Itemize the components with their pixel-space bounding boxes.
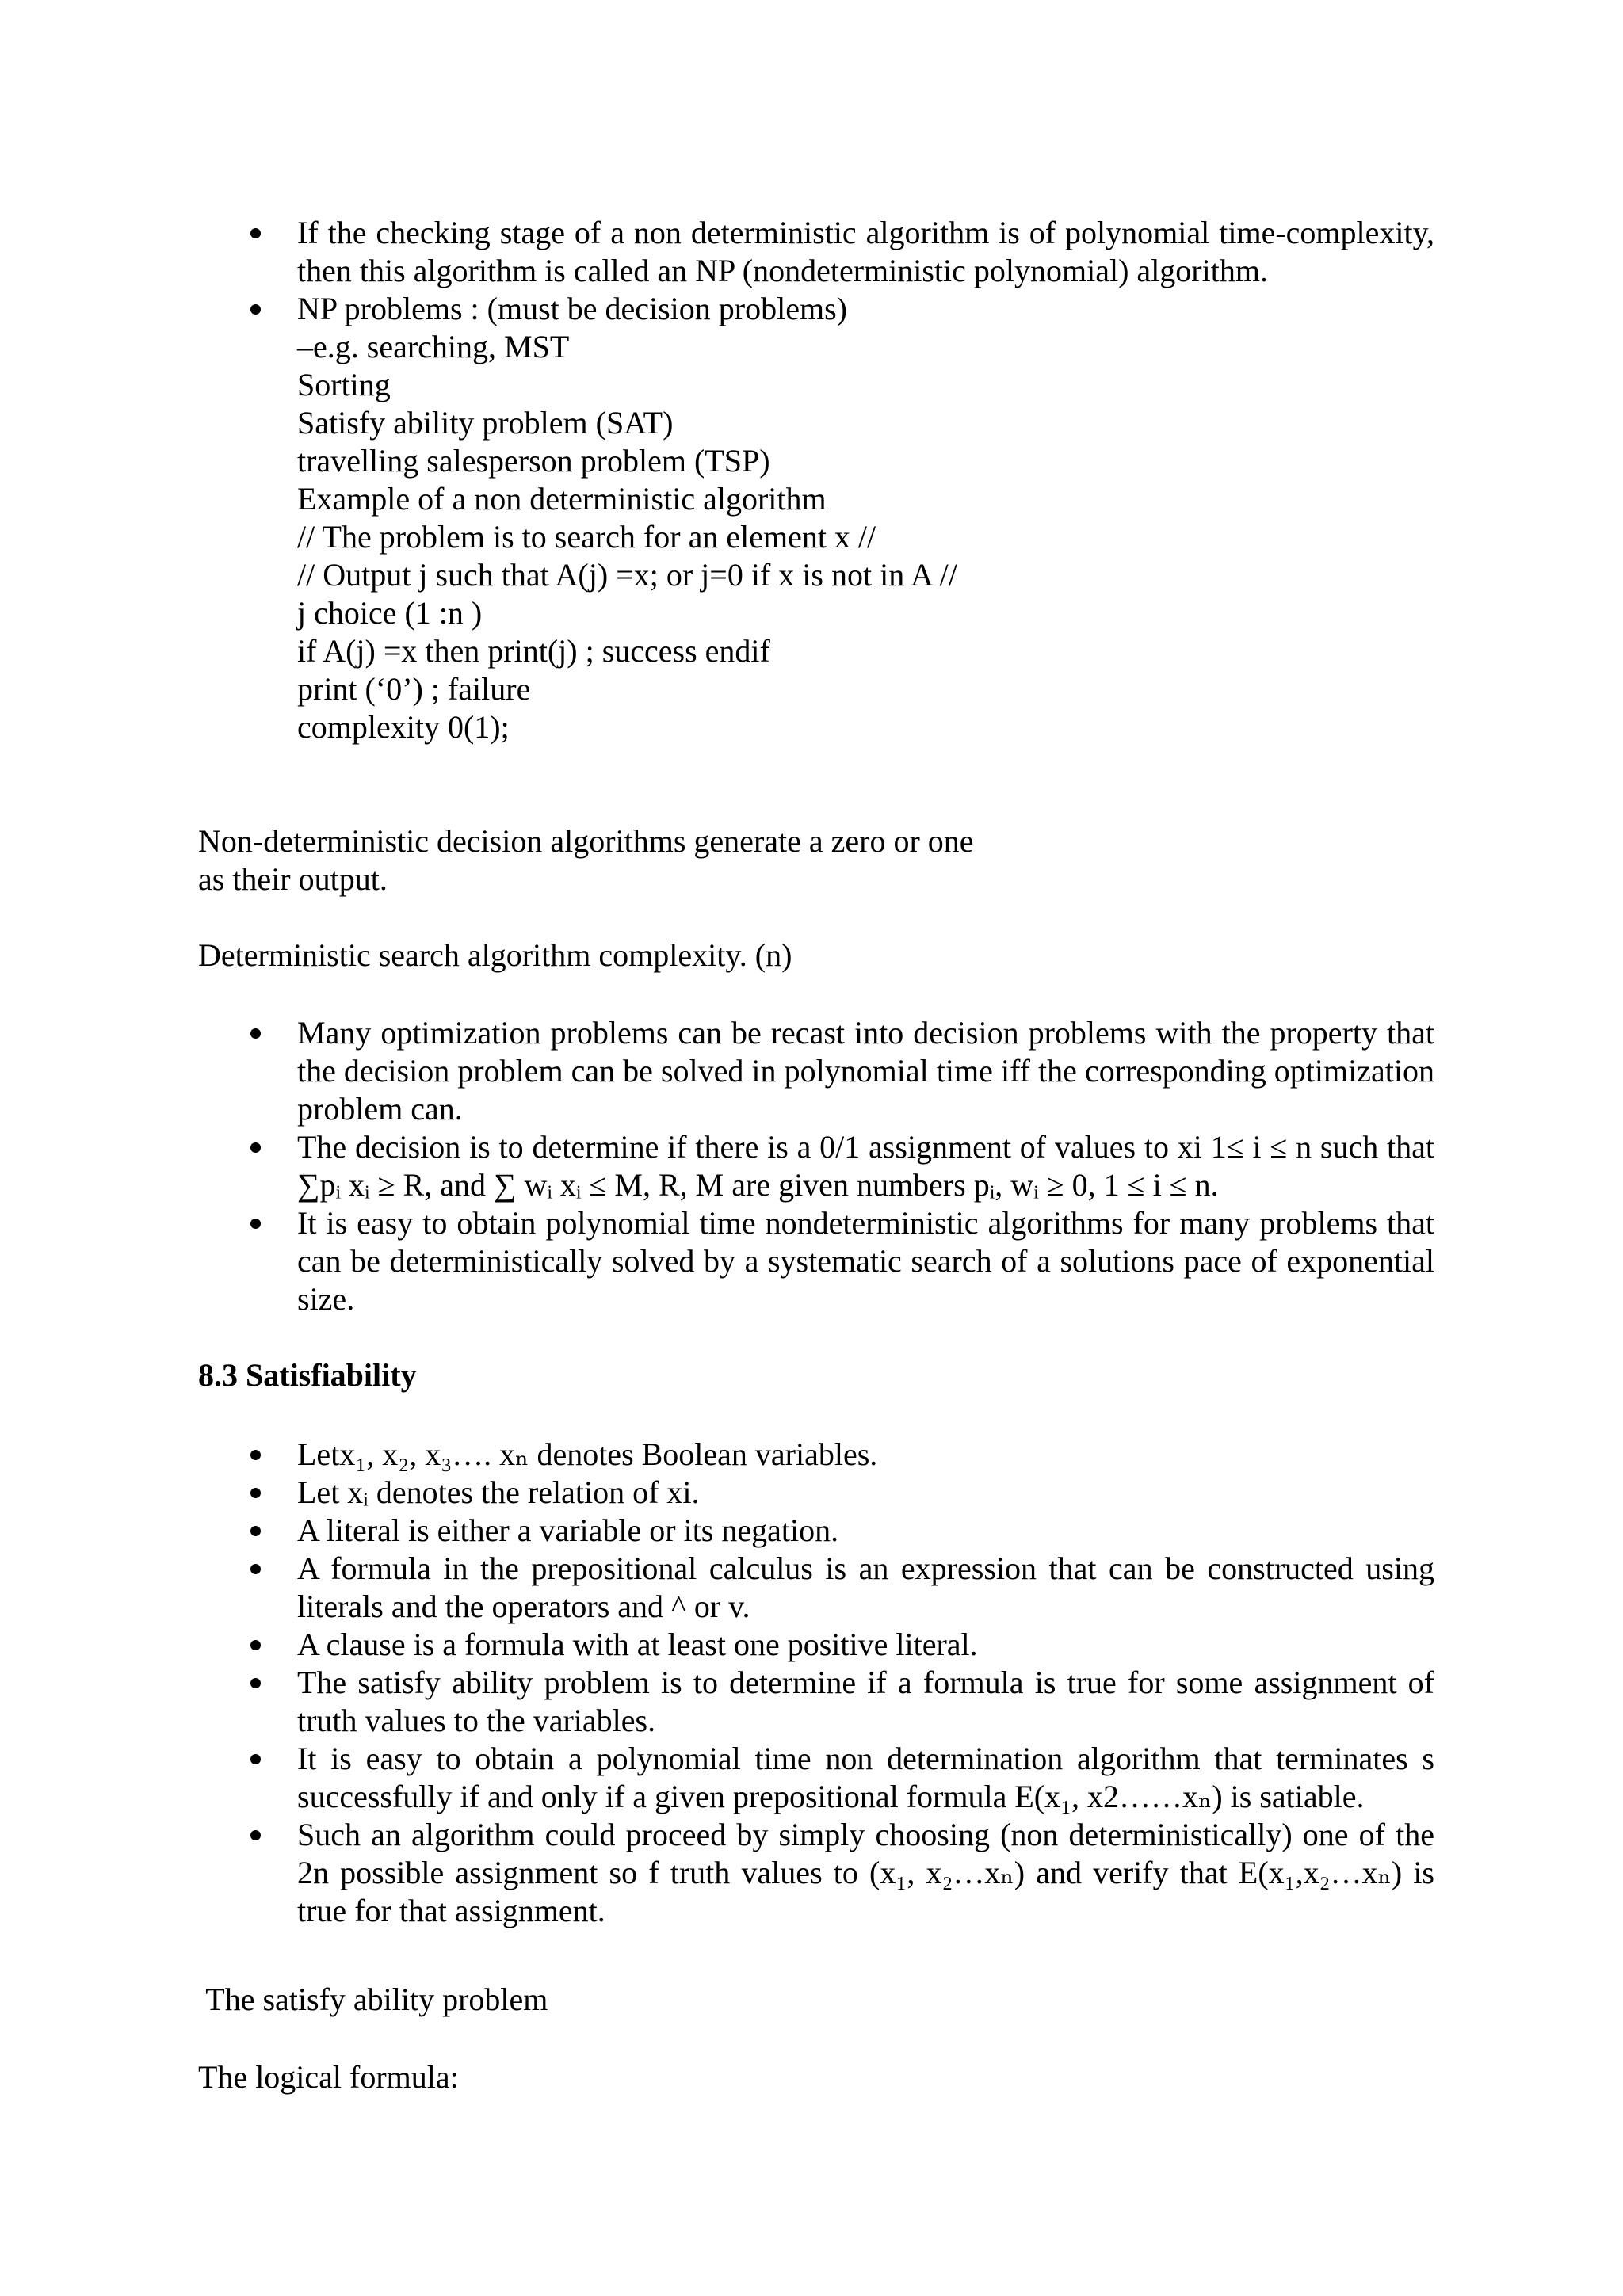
list-item-line: if A(j) =x then print(j) ; success endif [297, 633, 770, 669]
list-item-line: Satisfy ability problem (SAT) [297, 405, 674, 441]
list-item [198, 1816, 1434, 1930]
list-item-line: Sorting [297, 367, 391, 402]
list-item [198, 1436, 1434, 1474]
list-item-text: A literal is either a variable or its negation. [297, 1512, 839, 1548]
list-item-text: Many optimization problems can be recast into decision problems with the property that the decision problem can be solved in polynomial time iff the corresponding optimization problem can. [297, 1015, 1434, 1127]
np-definition-list [198, 214, 1434, 746]
list-item [198, 1474, 1434, 1512]
bullet-icon [250, 228, 261, 238]
list-item-line: // The problem is to search for an element x // [297, 519, 876, 555]
satisfiability-list [198, 1436, 1434, 1930]
list-item [198, 1204, 1434, 1318]
list-item-text: Letx₁, x₂, x₃…. xₙ denotes Boolean variables. [297, 1436, 878, 1472]
list-item [198, 1014, 1434, 1128]
paragraph-line: as their output. [198, 861, 388, 897]
list-item-line: –e.g. searching, MST [297, 329, 570, 364]
list-item-line: Example of a non deterministic algorithm [297, 481, 827, 517]
bullet-icon [250, 1488, 261, 1498]
list-item-text: A formula in the prepositional calculus is an expression that can be constructed using literals and the operators and ^ or v. [297, 1550, 1434, 1624]
list-item [198, 1626, 1434, 1664]
paragraph [198, 822, 1434, 898]
list-item-text: A clause is a formula with at least one positive literal. [297, 1627, 978, 1662]
bullet-icon [250, 1830, 261, 1840]
list-item-text: It is easy to obtain a polynomial time non determination algorithm that terminates s successfully if and only if a given prepositional formula E(x₁, x2……xₙ) is satiable. [297, 1741, 1434, 1814]
list-item-line: complexity 0(1); [297, 709, 510, 745]
list-item-line: print (‘0’) ; failure [297, 671, 531, 707]
list-item-text: The decision is to determine if there is a 0/1 assignment of values to xi 1≤ i ≤ n such that ∑pᵢ xᵢ ≥ R, and ∑ wᵢ xᵢ ≤ M, R, M are given numbers pᵢ, wᵢ ≥ 0, 1 ≤ i ≤ n. [297, 1129, 1434, 1203]
list-item [198, 1128, 1434, 1204]
list-item-text: If the checking stage of a non deterministic algorithm is of polynomial time-complexity, then this algorithm is called an NP (nondeterministic polynomial) algorithm. [297, 215, 1434, 288]
list-item [198, 1512, 1434, 1550]
list-item [198, 214, 1434, 290]
bullet-icon [250, 1219, 261, 1229]
list-item [198, 1550, 1434, 1626]
bullet-icon [250, 1640, 261, 1650]
bullet-icon [250, 1526, 261, 1536]
paragraph: The satisfy ability problem [198, 1981, 548, 2017]
list-item-text: The satisfy ability problem is to determine if a formula is true for some assignment of truth values to the variables. [297, 1665, 1434, 1738]
list-item [198, 290, 1434, 746]
bullet-icon [250, 1450, 261, 1460]
list-item-line: travelling salesperson problem (TSP) [297, 443, 770, 479]
list-item [198, 1664, 1434, 1740]
paragraph: The logical formula: [198, 2059, 459, 2095]
bullet-icon [250, 1142, 261, 1153]
optimization-list [198, 1014, 1434, 1318]
list-item-text: Let xᵢ denotes the relation of xi. [297, 1474, 700, 1510]
list-item-line: // Output j such that A(j) =x; or j=0 if x is not in A // [297, 557, 957, 593]
paragraph-line: Non-deterministic decision algorithms generate a zero or one [198, 823, 974, 859]
paragraph: Deterministic search algorithm complexity. (n) [198, 937, 792, 973]
bullet-icon [250, 1754, 261, 1764]
list-item-line: NP problems : (must be decision problems) [297, 291, 847, 326]
bullet-icon [250, 1564, 261, 1574]
bullet-icon [250, 1028, 261, 1039]
bullet-icon [250, 304, 261, 315]
section-heading: 8.3 Satisfiability [198, 1357, 417, 1393]
list-item-text: It is easy to obtain polynomial time nondeterministic algorithms for many problems that can be deterministically solved by a systematic search of a solutions pace of exponential size. [297, 1205, 1434, 1317]
list-item-line: j choice (1 :n ) [297, 595, 483, 631]
list-item-text: Such an algorithm could proceed by simply choosing (non deterministically) one of the 2n possible assignment so f truth values to (x₁, x₂…xₙ) and verify that E(x₁,x₂…xₙ) is true for that assignment. [297, 1817, 1434, 1928]
list-item [198, 1740, 1434, 1816]
bullet-icon [250, 1678, 261, 1688]
